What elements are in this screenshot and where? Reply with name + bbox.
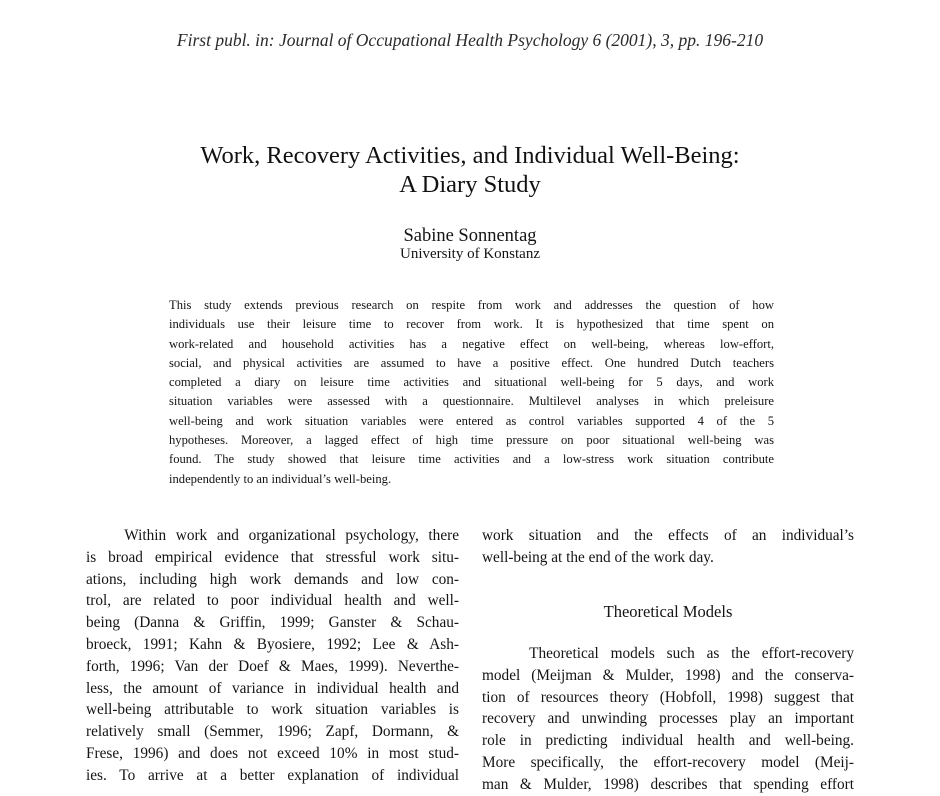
body-line: Theoretical models such as the effort-recovery (482, 645, 854, 662)
body-line: Within work and organizational psychology, there (86, 527, 459, 544)
body-line: More specifically, the effort-recovery model (Meij- (482, 753, 854, 771)
body-line: Frese, 1996) and does not exceed 10% in most stud- (86, 744, 459, 762)
article-title (0, 141, 940, 199)
body-line: man & Mulder, 1998) describes that spending effort (482, 775, 854, 793)
abstract-line: independently to an individual’s well-being. (169, 471, 392, 486)
body-line: forth, 1996; Van der Doef & Maes, 1999). Neverthe- (86, 657, 459, 675)
abstract-line: well-being and work situation variables were entered as control variables supported 4 of the 5 (169, 413, 774, 428)
body-line: relatively small (Semmer, 1996; Zapf, Dormann, & (86, 723, 459, 741)
abstract-line: hypotheses. Moreover, a lagged effect of high time pressure on poor situational well-being was (169, 433, 774, 448)
body-line: ies. To arrive at a better explanation of individual (86, 766, 459, 784)
body-line: role in predicting individual health and well-being. (482, 732, 854, 750)
body-line: broeck, 1991; Kahn & Byosiere, 1992; Lee & Ash- (86, 635, 459, 653)
body-left-column (86, 525, 459, 787)
author-name: Sabine Sonnentag (403, 226, 537, 246)
body-line: is broad empirical evidence that stressful work situ- (86, 548, 459, 566)
abstract-line: found. The study showed that leisure time activities and a low-stress work situation contribute (169, 452, 774, 467)
body-line: tion of resources theory (Hobfoll, 1998) suggest that (482, 688, 854, 706)
abstract (169, 296, 774, 489)
abstract-line: individuals use their leisure time to recover from work. It is hypothesized that time spent on (169, 317, 774, 332)
abstract-line: work-related and household activities has a negative effect on well-being, whereas low-effort, (169, 336, 774, 351)
body-right-column-section (482, 643, 854, 796)
abstract-line: completed a diary on leisure time activities and situational well-being for 5 days, and work (169, 375, 774, 390)
title-line-1: Work, Recovery Activities, and Individual Well-Being: (200, 142, 740, 169)
body-line: model (Meijman & Mulder, 1998) and the conserva- (482, 666, 854, 684)
abstract-line: situation variables were assessed with a questionnaire. Multilevel analyses in which preleisure (169, 394, 774, 409)
body-line: recovery and unwinding processes play an important (482, 710, 854, 728)
abstract-line: This study extends previous research on respite from work and addresses the question of how (169, 298, 774, 312)
body-right-column-intro (482, 525, 854, 569)
section-heading: Theoretical Models (603, 602, 733, 621)
body-line: ations, including high work demands and low con- (86, 570, 459, 588)
author-affiliation: University of Konstanz (400, 246, 540, 262)
body-line: work situation and the effects of an individual’s (482, 527, 854, 544)
title-line-2: A Diary Study (399, 171, 541, 198)
body-line: being (Danna & Griffin, 1999; Ganster & Schau- (86, 614, 459, 632)
publication-header: First publ. in: Journal of Occupational Health Psychology 6 (2001), 3, pp. 196-210 (176, 30, 764, 50)
body-line: less, the amount of variance in individual health and (86, 679, 459, 697)
body-line: well-being attributable to work situation variables is (86, 701, 459, 719)
body-line: trol, are related to poor individual health and well- (86, 592, 459, 610)
body-line: well-being at the end of the work day. (482, 548, 714, 566)
abstract-line: social, and physical activities are assumed to have a positive effect. One hundred Dutch teachers (169, 355, 774, 370)
